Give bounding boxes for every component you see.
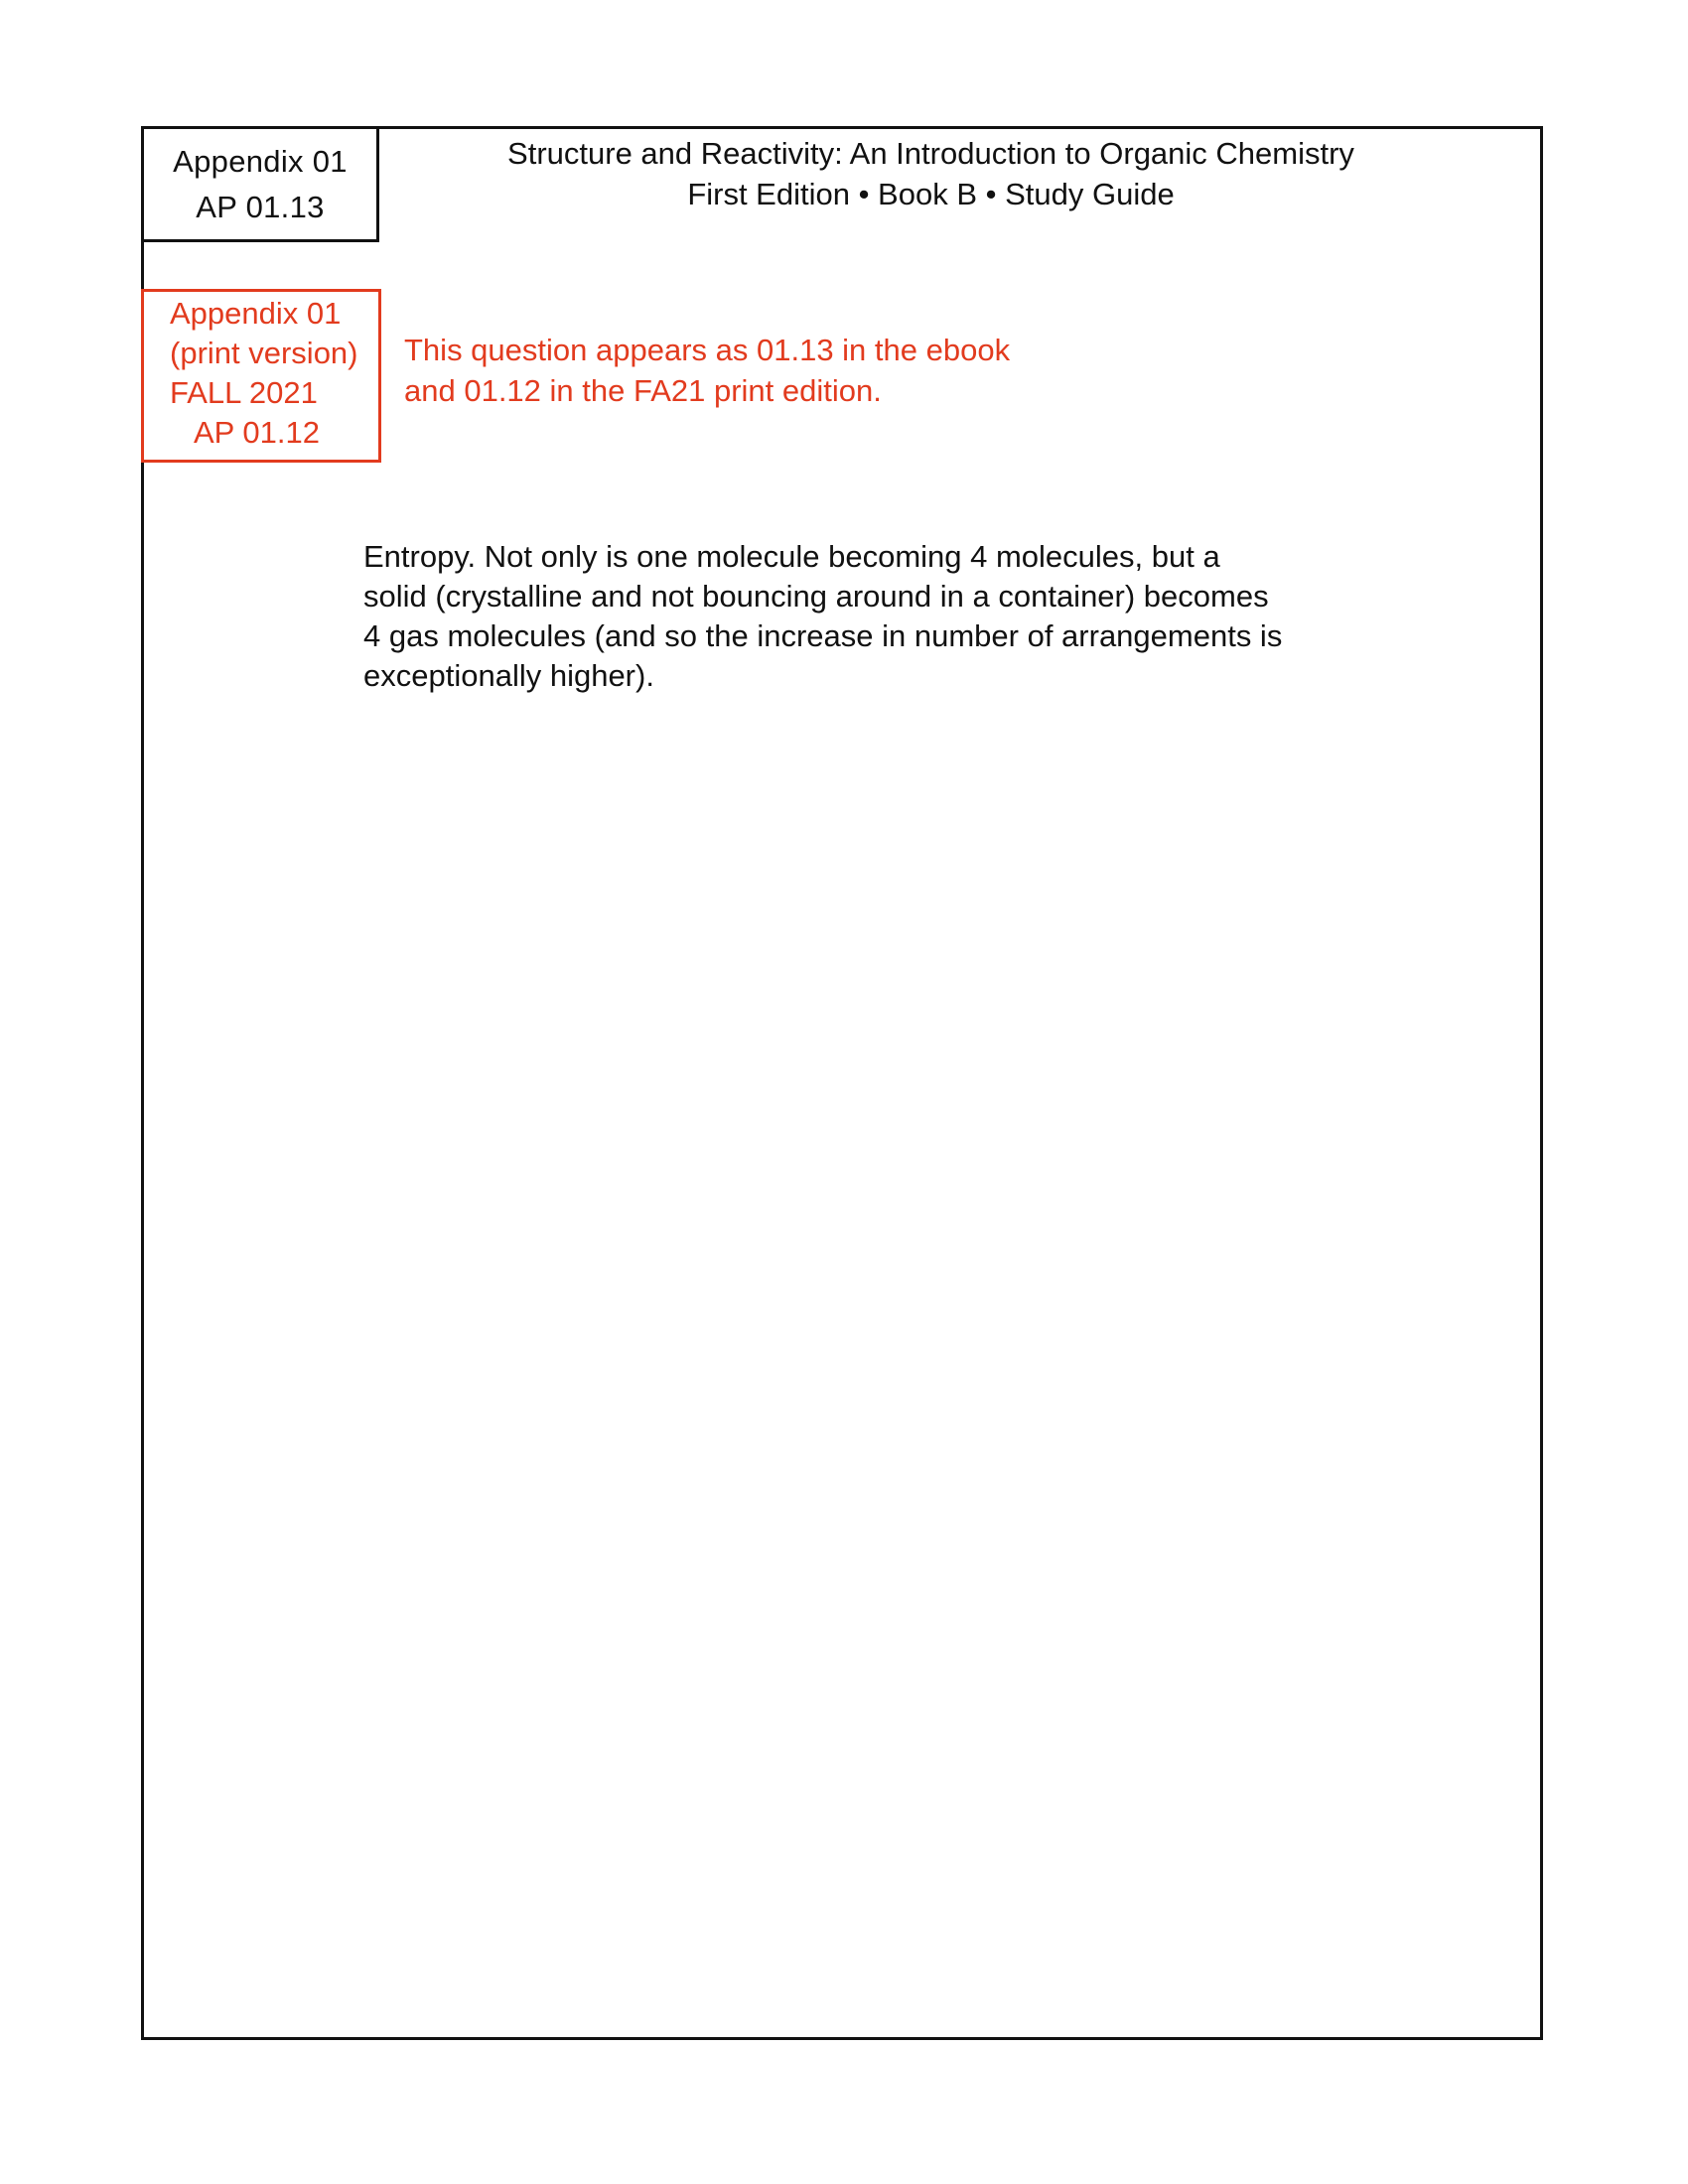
print-problem-number: AP 01.12 <box>194 415 320 450</box>
page-header <box>397 133 1465 214</box>
edition-note <box>404 330 1010 411</box>
book-title: Structure and Reactivity: An Introduction to Organic Chemistry <box>507 136 1354 171</box>
answer-text <box>363 537 1356 696</box>
answer-line: exceptionally higher). <box>363 658 654 693</box>
print-appendix-label: Appendix 01 <box>170 296 342 331</box>
print-version-box <box>141 289 381 463</box>
print-version-label: (print version) <box>170 336 358 370</box>
print-term-label: FALL 2021 <box>170 375 318 410</box>
appendix-label: Appendix 01 <box>173 143 348 179</box>
edition-note-line: This question appears as 01.13 in the ebook <box>404 333 1011 367</box>
book-subtitle: First Edition • Book B • Study Guide <box>687 177 1175 211</box>
edition-note-line: and 01.12 in the FA21 print edition. <box>404 373 882 408</box>
answer-line: 4 gas molecules (and so the increase in number of arrangements is <box>363 618 1283 653</box>
answer-line: solid (crystalline and not bouncing around in a container) becomes <box>363 579 1269 614</box>
answer-line: Entropy. Not only is one molecule becoming 4 molecules, but a <box>363 539 1220 574</box>
problem-number: AP 01.13 <box>196 189 325 224</box>
appendix-label-box <box>141 126 379 242</box>
